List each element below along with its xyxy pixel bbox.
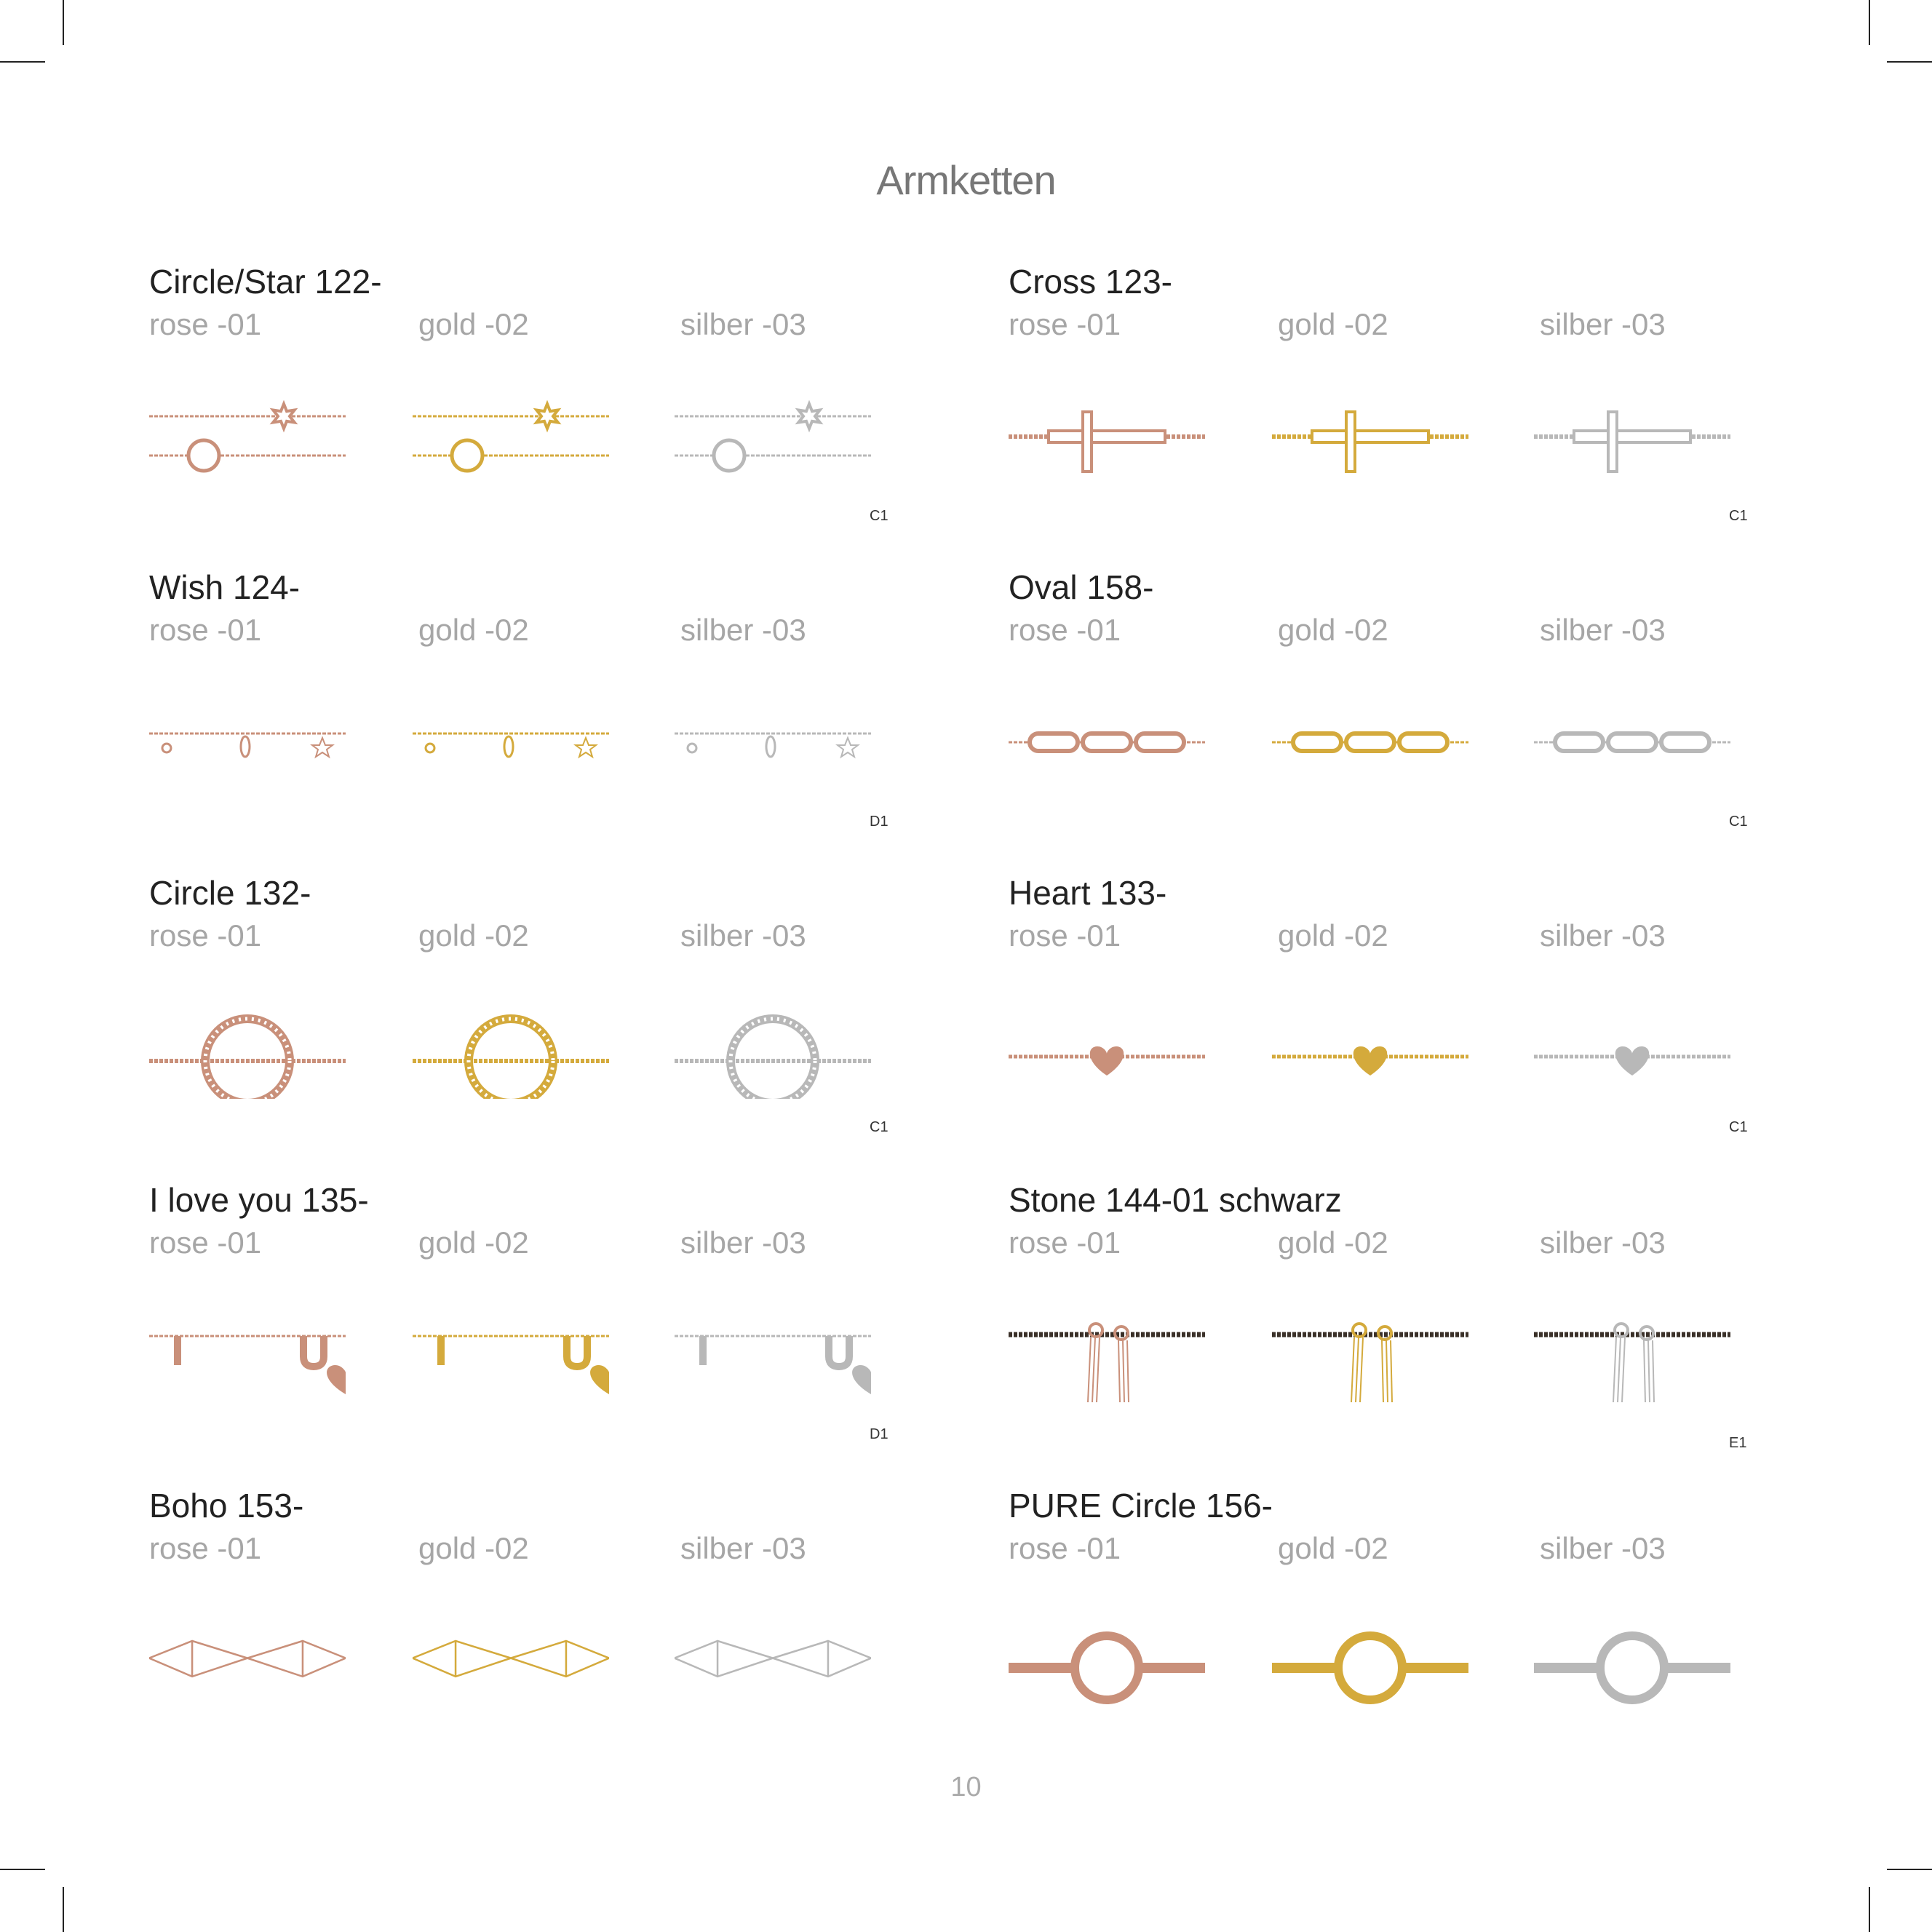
variant-label: silber -03 [680, 1531, 806, 1565]
variant-label: silber -03 [680, 613, 806, 647]
product-block [149, 568, 950, 873]
variant-label: silber -03 [1540, 1225, 1666, 1260]
page-title: Armketten [876, 157, 1056, 203]
bracelet-image [149, 1610, 346, 1712]
bracelet-image [1272, 1610, 1468, 1712]
bracelet-image [413, 1610, 609, 1712]
variant-label: silber -03 [1540, 1531, 1666, 1565]
product-name: Heart 133- [1009, 874, 1167, 912]
product-block [149, 262, 950, 568]
crop-mark [1869, 1887, 1870, 1932]
bracelet-image [1534, 1610, 1730, 1712]
variant-label: gold -02 [418, 613, 529, 647]
product-name: Oval 158- [1009, 568, 1154, 606]
variant-label: silber -03 [680, 918, 806, 953]
bracelet-image [149, 691, 346, 793]
variant-label: rose -01 [1009, 1531, 1121, 1565]
bracelet-image [1272, 386, 1468, 488]
product-block [1009, 568, 1809, 873]
crop-mark [0, 1869, 45, 1870]
variant-label: gold -02 [418, 307, 529, 341]
bracelet-image [1534, 1304, 1730, 1406]
variant-label: rose -01 [149, 918, 262, 953]
crop-mark [0, 61, 45, 63]
bracelet-image [413, 386, 609, 488]
variant-label: gold -02 [1278, 1531, 1388, 1565]
product-code: C1 [870, 1119, 889, 1135]
bracelet-image [1272, 1304, 1468, 1406]
variant-label: gold -02 [1278, 307, 1388, 341]
bracelet-image [413, 1304, 609, 1406]
product-block [149, 1486, 950, 1792]
product-code: C1 [1729, 814, 1748, 830]
variant-label: silber -03 [680, 307, 806, 341]
bracelet-image [149, 1304, 346, 1406]
bracelet-image [1272, 997, 1468, 1099]
bracelet-image [675, 997, 871, 1099]
variant-label: silber -03 [680, 1225, 806, 1260]
variant-label: rose -01 [149, 613, 262, 647]
bracelet-image [1009, 997, 1205, 1099]
bracelet-image [1009, 386, 1205, 488]
crop-mark [1887, 1869, 1932, 1870]
variant-label: silber -03 [1540, 613, 1666, 647]
product-name: I love you 135- [149, 1181, 369, 1219]
product-code: D1 [870, 814, 889, 830]
product-block [1009, 1486, 1809, 1792]
bracelet-image [675, 1304, 871, 1406]
product-code: C1 [870, 508, 889, 524]
crop-mark [63, 1887, 64, 1932]
variant-label: gold -02 [418, 1225, 529, 1260]
bracelet-image [149, 386, 346, 488]
product-code: E1 [1729, 1435, 1747, 1451]
product-name: Boho 153- [149, 1487, 304, 1524]
bracelet-image [1272, 691, 1468, 793]
product-block [1009, 873, 1809, 1179]
page-number: 10 [950, 1772, 982, 1802]
bracelet-image [413, 691, 609, 793]
variant-label: gold -02 [418, 1531, 529, 1565]
variant-label: rose -01 [149, 307, 262, 341]
product-code: C1 [1729, 508, 1748, 524]
product-block [1009, 262, 1809, 568]
variant-label: silber -03 [1540, 918, 1666, 953]
product-name: Circle 132- [149, 874, 311, 912]
bracelet-image [413, 997, 609, 1099]
product-code: C1 [1729, 1119, 1748, 1135]
variant-label: gold -02 [1278, 613, 1388, 647]
product-name: Wish 124- [149, 568, 301, 606]
bracelet-image [675, 1610, 871, 1712]
product-block [1009, 1180, 1809, 1486]
product-block [149, 1180, 950, 1486]
variant-label: gold -02 [418, 918, 529, 953]
bracelet-image [675, 386, 871, 488]
crop-mark [63, 0, 64, 45]
bracelet-image [675, 691, 871, 793]
variant-label: rose -01 [1009, 918, 1121, 953]
bracelet-image [1009, 691, 1205, 793]
crop-mark [1887, 61, 1932, 63]
bracelet-image [1534, 386, 1730, 488]
variant-label: gold -02 [1278, 1225, 1388, 1260]
variant-label: rose -01 [149, 1225, 262, 1260]
variant-label: rose -01 [1009, 307, 1121, 341]
variant-label: gold -02 [1278, 918, 1388, 953]
product-name: PURE Circle 156- [1009, 1487, 1273, 1524]
variant-label: rose -01 [149, 1531, 262, 1565]
product-name: Circle/Star 122- [149, 263, 382, 301]
bracelet-image [1009, 1304, 1205, 1406]
variant-label: rose -01 [1009, 1225, 1121, 1260]
product-block [149, 873, 950, 1179]
bracelet-image [149, 997, 346, 1099]
crop-mark [1869, 0, 1870, 45]
bracelet-image [1534, 691, 1730, 793]
product-code: D1 [870, 1426, 889, 1442]
product-name: Stone 144-01 schwarz [1009, 1181, 1342, 1219]
variant-label: silber -03 [1540, 307, 1666, 341]
product-name: Cross 123- [1009, 263, 1172, 301]
variant-label: rose -01 [1009, 613, 1121, 647]
bracelet-image [1009, 1610, 1205, 1712]
bracelet-image [1534, 997, 1730, 1099]
